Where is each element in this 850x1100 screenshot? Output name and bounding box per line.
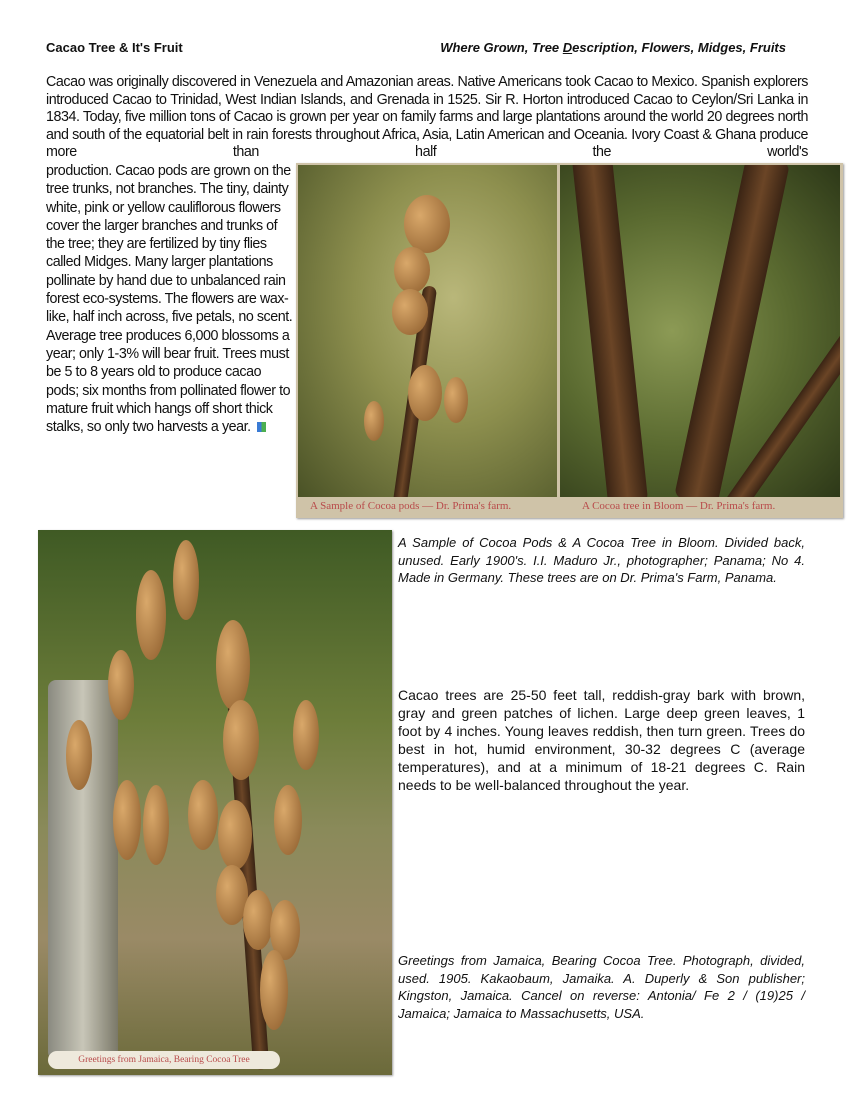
page-title: Cacao Tree & It's Fruit bbox=[46, 40, 183, 55]
postcard2-description: Greetings from Jamaica, Bearing Cocoa Tree. Photograph, divided, used. 1905. Kakaobaum, Jamaika. A. Duperly & Son publisher; Kingston, Jamaica. Cancel on reverse: Antonia/ Fe 2 / (19)25 / Jamaica; Jamaica to Massachusetts, USA. bbox=[398, 953, 805, 1021]
pod-shape bbox=[404, 195, 450, 253]
pod-shape bbox=[243, 890, 273, 950]
subtitle-underlined: D bbox=[562, 40, 573, 55]
image-icon bbox=[257, 422, 266, 432]
pod-shape bbox=[394, 247, 430, 293]
pod-shape bbox=[408, 365, 442, 421]
pod-shape bbox=[113, 780, 141, 860]
subtitle-part: Where Grown, Tree bbox=[440, 40, 563, 55]
tree-description-paragraph: Cacao trees are 25-50 feet tall, reddish-gray bark with brown, gray and green patches of lichen. Large deep green leaves, 1 foot by 4 inches. Young leaves reddish, then turn green. Trees do best in hot, humid environment, 30-32 degrees C (average temperatures), and at a minimum of 18-21 degrees C. Rain needs to be well-balanced throughout the year. bbox=[398, 687, 805, 793]
pod-shape bbox=[260, 950, 288, 1030]
photo-cocoa-tree-in-bloom bbox=[560, 165, 840, 497]
postcard-jamaica-cocoa-tree bbox=[38, 530, 392, 1075]
pod-shape bbox=[293, 700, 319, 770]
postcard1-caption-right: A Cocoa tree in Bloom — Dr. Prima's farm. bbox=[582, 500, 776, 512]
intro-paragraph: Cacao was originally discovered in Venezuela and Amazonian areas. Native Americans took Cacao to Mexico. Spanish explorers introduced Cacao to Trinidad, West Indian Islands, and Grenada in 1525. Sir R. Horton introduced Cacao to Ceylon/Sri Lanka in 1834. Today, five million tons of Cacao is grown per year on family farms and large plantations around the world 20 degrees north and south of the equatorial belt in rain forests throughout Africa, Asia, Latin American and Oceania. Ivory Coast & Ghana produce more than half the world's bbox=[46, 74, 808, 161]
intro-column-body: production. Cacao pods are grown on the tree trunks, not branches. The tiny, dainty white, pink or yellow cauliflorous flowers cover the larger branches and trunks of the tree; they are fertilized by tiny flies called Midges. Many larger plantations pollinate by hand due to unbalanced rain forest eco-systems. The flowers are wax-like, half inch across, five petals, no scent. Average tree produces 6,000 blossoms a year; only 1-3% will bear fruit. Trees must be 5 to 8 years old to produce cacao pods; six months from pollinated flower to mature fruit which hangs off short thick stalks, so only two harvests a year. bbox=[46, 163, 293, 436]
postcard1-caption-left: A Sample of Cocoa pods — Dr. Prima's farm. bbox=[310, 500, 512, 512]
pod-shape bbox=[108, 650, 134, 720]
pod-shape bbox=[444, 377, 468, 423]
pod-shape bbox=[66, 720, 92, 790]
postcard2-caption: Greetings from Jamaica, Bearing Cocoa Tree bbox=[48, 1051, 280, 1069]
subtitle-part: escription, Flowers, Midges, Fruits bbox=[572, 40, 786, 55]
trunk-shape bbox=[572, 165, 648, 497]
pod-shape bbox=[136, 570, 166, 660]
postcard-cocoa-pods-and-bloom bbox=[296, 163, 843, 518]
pod-shape bbox=[364, 401, 384, 441]
pod-shape bbox=[392, 289, 428, 335]
pod-shape bbox=[173, 540, 199, 620]
page-subtitle bbox=[440, 40, 786, 55]
pod-shape bbox=[223, 700, 259, 780]
pod-shape bbox=[218, 800, 252, 870]
pod-shape bbox=[274, 785, 302, 855]
intro-column-text bbox=[46, 162, 294, 436]
pod-shape bbox=[143, 785, 169, 865]
pod-shape bbox=[216, 620, 250, 710]
photo-cocoa-pods bbox=[298, 165, 557, 497]
pod-shape bbox=[188, 780, 218, 850]
postcard1-description: A Sample of Cocoa Pods & A Cocoa Tree in Bloom. Divided back, unused. Early 1900's. I.I. Maduro Jr., photographer; Panama; No 4. Made in Germany. These trees are on Dr. Prima's Farm, Panama. bbox=[398, 535, 805, 585]
